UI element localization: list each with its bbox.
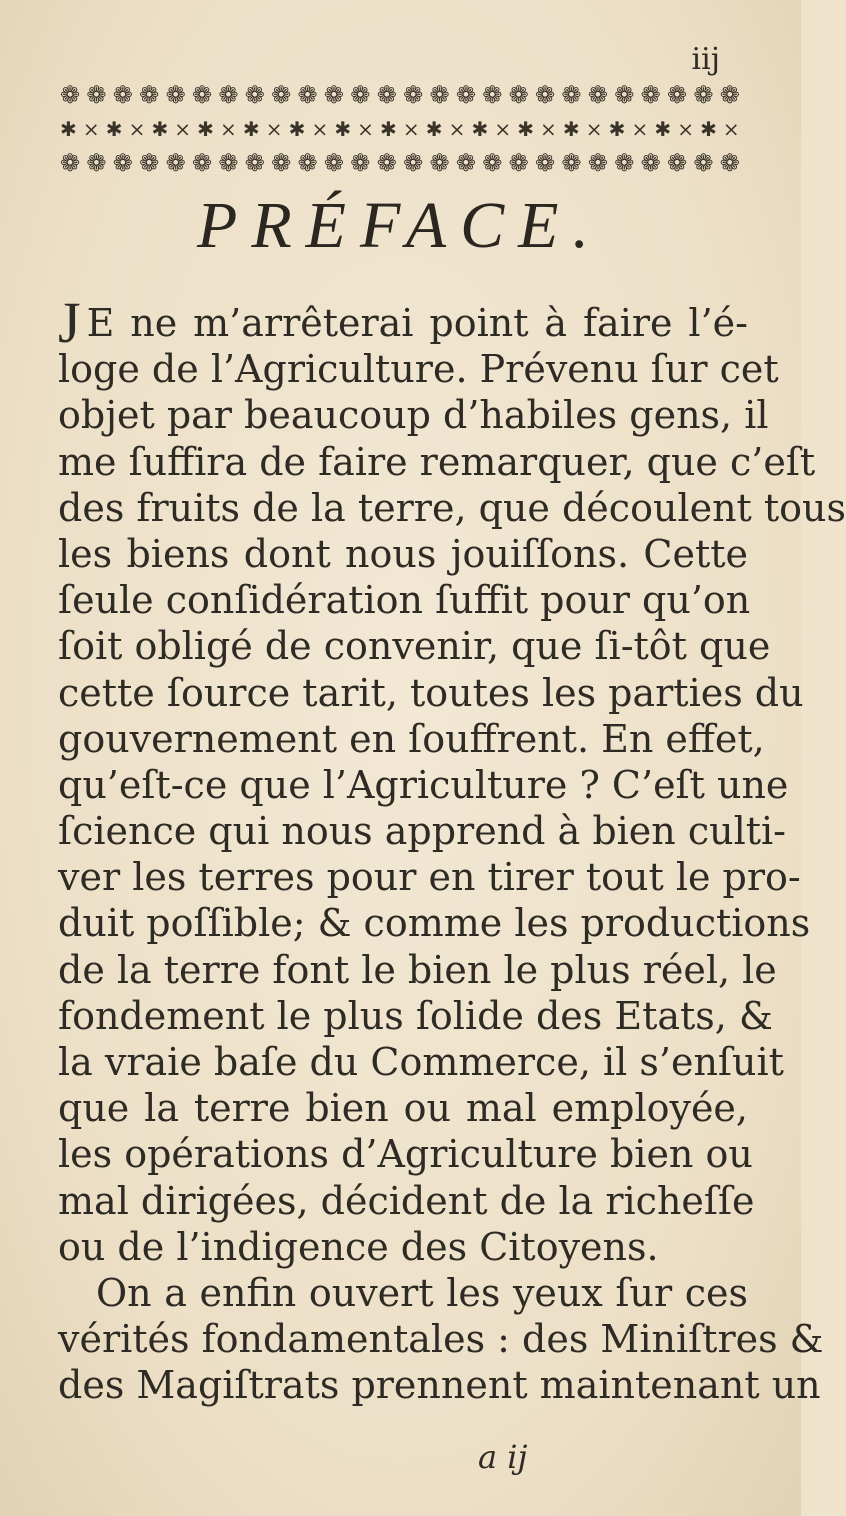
ornament-glyph: × <box>128 117 146 141</box>
decorative-header-band <box>60 78 740 186</box>
ornament-glyph: ❁ <box>508 81 529 109</box>
ornament-glyph: ❁ <box>693 81 714 109</box>
ornament-glyph: ❁ <box>60 81 81 109</box>
first-line-text: E ne m’arrêterai point à faire l’é- <box>86 301 748 345</box>
ornament-glyph: ❁ <box>271 81 292 109</box>
ornament-glyph: ❁ <box>719 81 740 109</box>
ornament-glyph: ❁ <box>719 149 740 177</box>
text-line: duit poſſible; & comme les productions <box>58 901 811 946</box>
ornament-glyph: ❁ <box>376 81 397 109</box>
ornament-glyph: ✱ <box>105 117 123 141</box>
ornament-glyph: ✱ <box>425 117 443 141</box>
ornament-glyph: × <box>311 117 329 141</box>
ornament-glyph: ❁ <box>350 81 371 109</box>
page-title: PRÉFACE. <box>197 189 603 262</box>
ornament-glyph: ❁ <box>640 81 661 109</box>
ornament-glyph: × <box>82 117 100 141</box>
ornament-glyph: ❁ <box>191 81 213 109</box>
ornament-glyph: ✱ <box>562 117 580 141</box>
ornament-glyph: ❁ <box>587 149 608 177</box>
ornament-row-top <box>60 78 740 112</box>
ornament-glyph: ❁ <box>297 81 318 109</box>
text-line: ou de l’indigence des Citoyens. <box>58 1224 659 1269</box>
ornament-glyph: ✱ <box>151 117 169 141</box>
text-line: la vraie baſe du Commerce, il s’enſuit <box>58 1040 784 1084</box>
ornament-glyph: ❁ <box>191 149 213 177</box>
page-number: iij <box>691 42 720 77</box>
text-line: des fruits de la terre, que découlent tous <box>58 485 846 530</box>
ornament-glyph: ❁ <box>218 81 239 109</box>
ornament-glyph: ❁ <box>244 81 265 109</box>
ornament-glyph: ❁ <box>482 81 503 109</box>
ornament-glyph: ❁ <box>139 149 160 177</box>
ornament-glyph: ✱ <box>197 117 214 141</box>
text-line: de la terre font le bien le plus réel, le <box>58 947 777 992</box>
ornament-glyph: ❁ <box>86 81 107 109</box>
text-line: objet par beaucoup d’habiles gens, il <box>58 393 769 438</box>
text-line: ſoit obligé de convenir, que ſi-tôt que <box>58 624 771 669</box>
text-line: mal dirigées, décident de la richeſſe <box>58 1178 755 1223</box>
preface-text <box>58 290 846 1409</box>
signature-mark: a ij <box>478 1438 528 1476</box>
ornament-glyph: × <box>448 117 466 141</box>
ornament-glyph: ❁ <box>139 81 160 109</box>
text-line: On a enfin ouvert les yeux ſur ces <box>96 1270 748 1315</box>
ornament-glyph: × <box>265 117 283 141</box>
ornament-glyph: ❁ <box>455 149 476 177</box>
ornament-glyph: ❁ <box>508 149 529 177</box>
ornament-glyph: ✱ <box>334 117 352 141</box>
ornament-glyph: × <box>220 117 237 141</box>
text-line: gouvernement en ſouffrent. En effet, <box>58 716 765 761</box>
ornament-glyph: ✱ <box>654 117 672 141</box>
ornament-glyph: ✱ <box>380 117 397 141</box>
ornament-glyph: × <box>494 117 512 141</box>
text-line: les biens dont nous jouiſſons. Cette <box>58 531 748 576</box>
text-line: qu’eſt-ce que l’Agriculture ? C’eſt une <box>58 762 789 807</box>
text-line-first <box>58 290 748 355</box>
ornament-glyph: ❁ <box>271 149 292 177</box>
ornament-glyph: ❁ <box>666 149 688 177</box>
ornament-row-middle <box>60 112 740 146</box>
ornament-glyph: ❁ <box>535 149 556 177</box>
ornament-glyph: ❁ <box>112 81 133 109</box>
ornament-glyph: ✱ <box>517 117 534 141</box>
ornament-glyph: ❁ <box>535 81 556 109</box>
ornament-glyph: × <box>677 117 694 141</box>
ornament-glyph: ❁ <box>323 81 345 109</box>
ornament-glyph: ❁ <box>429 149 450 177</box>
text-line: vérités fondamentales : des Miniſtres & <box>58 1317 824 1362</box>
ornament-glyph: ✱ <box>60 117 77 141</box>
ornament-glyph: ❁ <box>350 149 371 177</box>
ornament-glyph: ❁ <box>297 149 318 177</box>
ornament-glyph: ✱ <box>608 117 626 141</box>
text-line: cette ſource tarit, toutes les parties du <box>58 670 804 715</box>
text-line: fondement le plus ſolide des Etats, & <box>58 993 773 1038</box>
text-line: que la terre bien ou mal employée, <box>58 1086 748 1131</box>
text-line: les opérations d’Agriculture bien ou <box>58 1132 753 1177</box>
ornament-glyph: ❁ <box>244 149 265 177</box>
text-line: loge de l’Agriculture. Prévenu ſur cet <box>58 347 779 392</box>
ornament-glyph: ❁ <box>403 81 424 109</box>
ornament-glyph: ✱ <box>700 117 717 141</box>
ornament-glyph: × <box>357 117 374 141</box>
ornament-glyph: × <box>540 117 557 141</box>
ornament-glyph: ❁ <box>218 149 239 177</box>
ornament-glyph: ✱ <box>242 117 260 141</box>
ornament-glyph: ❁ <box>666 81 688 109</box>
ornament-glyph: ✱ <box>288 117 306 141</box>
ornament-glyph: ❁ <box>403 149 424 177</box>
ornament-glyph: ❁ <box>614 81 635 109</box>
ornament-glyph: × <box>402 117 420 141</box>
drop-capital: J <box>58 290 81 355</box>
ornament-glyph: ❁ <box>587 81 608 109</box>
ornament-glyph: × <box>174 117 192 141</box>
ornament-glyph: × <box>585 117 603 141</box>
text-line: ſeule conſidération ſuffit pour qu’on <box>58 578 751 623</box>
ornament-glyph: ❁ <box>429 81 450 109</box>
ornament-row-bottom <box>60 146 740 180</box>
ornament-glyph: ❁ <box>693 149 714 177</box>
ornament-glyph: ❁ <box>455 81 476 109</box>
ornament-glyph: ❁ <box>323 149 345 177</box>
ornament-glyph: ❁ <box>376 149 397 177</box>
ornament-glyph: ❁ <box>165 81 186 109</box>
ornament-glyph: ❁ <box>614 149 635 177</box>
text-line: ver les terres pour en tirer tout le pro- <box>58 855 801 900</box>
ornament-glyph: ❁ <box>561 149 582 177</box>
ornament-glyph: × <box>631 117 649 141</box>
text-line: des Magiſtrats prennent maintenant un <box>58 1363 821 1408</box>
ornament-glyph: ❁ <box>112 149 133 177</box>
ornament-glyph: ❁ <box>640 149 661 177</box>
ornament-glyph: ❁ <box>60 149 81 177</box>
ornament-glyph: ❁ <box>561 81 582 109</box>
ornament-glyph: ✱ <box>471 117 489 141</box>
text-line: me ſuffira de faire remarquer, que c’eſt <box>58 439 816 484</box>
ornament-glyph: ❁ <box>165 149 186 177</box>
ornament-glyph: ❁ <box>86 149 107 177</box>
text-line: ſcience qui nous apprend à bien culti- <box>58 809 787 854</box>
ornament-glyph: ❁ <box>482 149 503 177</box>
ornament-glyph: × <box>722 117 740 141</box>
